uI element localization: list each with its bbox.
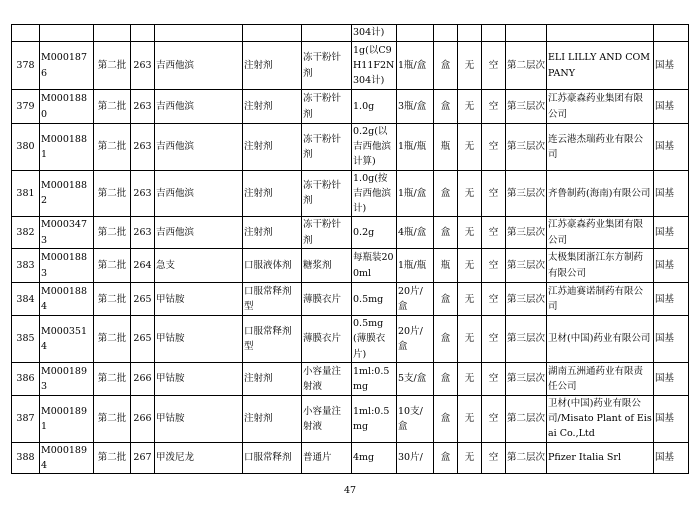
- cell-level: 第三层次: [506, 124, 547, 171]
- cell-group: 266: [131, 395, 155, 442]
- cell-level: 第三层次: [506, 90, 547, 124]
- cell-spec: 0.2g: [352, 217, 397, 249]
- cell-pack: 5支/盒: [397, 362, 434, 395]
- cell-cat: 国基: [654, 362, 689, 395]
- cell-company: Pfizer Italia Srl: [547, 442, 654, 473]
- cell-batch: 第二批: [94, 217, 131, 249]
- table-row: [12, 316, 689, 363]
- cell-cat: 国基: [654, 395, 689, 442]
- cell-level: 第三层次: [506, 316, 547, 363]
- cell-form: 小容量注射液: [302, 395, 352, 442]
- cell-v1: 无: [458, 362, 482, 395]
- cell-name: 甲钴胺: [155, 283, 243, 316]
- cell-form: 小容量注射液: [302, 362, 352, 395]
- cell-cat: 国基: [654, 217, 689, 249]
- cell-empty: [506, 25, 547, 42]
- cell-group: 263: [131, 90, 155, 124]
- cell-unit: 盒: [434, 316, 458, 363]
- cell-empty: [94, 25, 131, 42]
- cell-spec: 1g(以C9H11F2N304计): [352, 42, 397, 90]
- cell-cat: 国基: [654, 90, 689, 124]
- cell-v1: 无: [458, 283, 482, 316]
- cell-spec: 4mg: [352, 442, 397, 473]
- cell-v1: 无: [458, 217, 482, 249]
- cell-code: M0001882: [40, 170, 94, 217]
- cell-company: 太极集团浙江东方制药有限公司: [547, 249, 654, 283]
- cell-level: 第三层次: [506, 170, 547, 217]
- cell-code: M0001893: [40, 362, 94, 395]
- cell-v2: 空: [482, 217, 506, 249]
- cell-group: 267: [131, 442, 155, 473]
- cell-name: 吉西他滨: [155, 170, 243, 217]
- cell-group: 266: [131, 362, 155, 395]
- cell-batch: 第二批: [94, 90, 131, 124]
- cell-name: 急支: [155, 249, 243, 283]
- cell-batch: 第二批: [94, 170, 131, 217]
- cell-company: 湖南五洲通药业有限责任公司: [547, 362, 654, 395]
- cell-empty: [397, 25, 434, 42]
- cell-code: M0001884: [40, 283, 94, 316]
- cell-no: 379: [12, 90, 40, 124]
- cell-group: 263: [131, 217, 155, 249]
- table-row: [12, 442, 689, 473]
- cell-no: 385: [12, 316, 40, 363]
- cell-empty: [243, 25, 302, 42]
- cell-batch: 第二批: [94, 362, 131, 395]
- cell-company: 连云港杰瑞药业有限公司: [547, 124, 654, 171]
- table-row: [12, 283, 689, 316]
- table-body: [12, 25, 689, 474]
- cell-empty: [654, 25, 689, 42]
- cell-empty: [40, 25, 94, 42]
- cell-company: 江苏迪赛诺制药有限公司: [547, 283, 654, 316]
- cell-pack: 1瓶/盒: [397, 170, 434, 217]
- cell-unit: 瓶: [434, 249, 458, 283]
- cell-level: 第二层次: [506, 395, 547, 442]
- cell-empty: [131, 25, 155, 42]
- cell-unit: 盒: [434, 442, 458, 473]
- cell-pack: 10支/盒: [397, 395, 434, 442]
- cell-spec: 1ml:0.5mg: [352, 362, 397, 395]
- table-row: [12, 42, 689, 90]
- cell-no: 384: [12, 283, 40, 316]
- cell-spec: 每瓶装200ml: [352, 249, 397, 283]
- cell-empty: [302, 25, 352, 42]
- cell-form: 冻干粉针剂: [302, 124, 352, 171]
- cell-name: 吉西他滨: [155, 42, 243, 90]
- cell-pack: 30片/: [397, 442, 434, 473]
- cell-no: 382: [12, 217, 40, 249]
- cell-empty: [434, 25, 458, 42]
- page-number: 47: [343, 485, 357, 496]
- cell-batch: 第二批: [94, 124, 131, 171]
- cell-code: M0001881: [40, 124, 94, 171]
- table-row: [12, 170, 689, 217]
- cell-unit: 盒: [434, 90, 458, 124]
- cell-v1: 无: [458, 170, 482, 217]
- cell-v1: 无: [458, 442, 482, 473]
- cell-level: 第二层次: [506, 42, 547, 90]
- cell-level: 第二层次: [506, 442, 547, 473]
- cell-no: 380: [12, 124, 40, 171]
- drug-catalog-table: [11, 24, 689, 474]
- cell-company: 江苏豪森药业集团有限公司: [547, 217, 654, 249]
- cell-pack: 1瓶/盒: [397, 42, 434, 90]
- cell-type: 注射剂: [243, 395, 302, 442]
- cell-cat: 国基: [654, 316, 689, 363]
- cell-unit: 盒: [434, 362, 458, 395]
- cell-company: 江苏豪森药业集团有限公司: [547, 90, 654, 124]
- cell-empty: [155, 25, 243, 42]
- cell-v2: 空: [482, 170, 506, 217]
- cell-form: 薄膜衣片: [302, 316, 352, 363]
- cell-name: 吉西他滨: [155, 90, 243, 124]
- cell-group: 263: [131, 42, 155, 90]
- cell-company: 卫材(中国)药业有限公司: [547, 316, 654, 363]
- cell-v2: 空: [482, 90, 506, 124]
- table-row: [12, 90, 689, 124]
- cell-no: 387: [12, 395, 40, 442]
- cell-batch: 第二批: [94, 395, 131, 442]
- cell-v2: 空: [482, 283, 506, 316]
- cell-spec: 1.0g(按吉西他滨计): [352, 170, 397, 217]
- cell-batch: 第二批: [94, 283, 131, 316]
- cell-form: 冻干粉针剂: [302, 170, 352, 217]
- table-row: [12, 249, 689, 283]
- cell-v2: 空: [482, 42, 506, 90]
- cell-batch: 第二批: [94, 249, 131, 283]
- cell-type: 口服常释剂型: [243, 283, 302, 316]
- cell-v1: 无: [458, 249, 482, 283]
- cell-spec: 1ml:0.5mg: [352, 395, 397, 442]
- cell-cat: 国基: [654, 249, 689, 283]
- cell-code: M0001880: [40, 90, 94, 124]
- cell-type: 口服常释剂: [243, 442, 302, 473]
- cell-spec: 0.5mg: [352, 283, 397, 316]
- cell-type: 注射剂: [243, 217, 302, 249]
- cell-form: 冻干粉针剂: [302, 42, 352, 90]
- cell-code: M0003514: [40, 316, 94, 363]
- cell-name: 甲泼尼龙: [155, 442, 243, 473]
- table-row: [12, 124, 689, 171]
- cell-pack: 3瓶/盒: [397, 90, 434, 124]
- cell-code: M0003473: [40, 217, 94, 249]
- cell-type: 注射剂: [243, 124, 302, 171]
- cell-cat: 国基: [654, 42, 689, 90]
- cell-no: 386: [12, 362, 40, 395]
- cell-type: 注射剂: [243, 170, 302, 217]
- cell-empty: [547, 25, 654, 42]
- cell-v2: 空: [482, 442, 506, 473]
- cell-group: 263: [131, 170, 155, 217]
- cell-batch: 第二批: [94, 316, 131, 363]
- cell-type: 注射剂: [243, 90, 302, 124]
- cell-form: 冻干粉针剂: [302, 90, 352, 124]
- cell-unit: 盒: [434, 42, 458, 90]
- cell-unit: 盒: [434, 283, 458, 316]
- cell-level: 第三层次: [506, 283, 547, 316]
- cell-group: 265: [131, 316, 155, 363]
- table-row: [12, 395, 689, 442]
- cell-pack: 20片/盒: [397, 283, 434, 316]
- cell-v2: 空: [482, 124, 506, 171]
- cell-form: 糖浆剂: [302, 249, 352, 283]
- cell-unit: 盒: [434, 395, 458, 442]
- cell-group: 264: [131, 249, 155, 283]
- cell-no: 383: [12, 249, 40, 283]
- cell-cat: 国基: [654, 124, 689, 171]
- cell-level: 第三层次: [506, 217, 547, 249]
- cell-group: 265: [131, 283, 155, 316]
- cell-v2: 空: [482, 316, 506, 363]
- cell-pack: 1瓶/瓶: [397, 124, 434, 171]
- cell-group: 263: [131, 124, 155, 171]
- table-row-partial: [12, 25, 689, 42]
- cell-type: 口服常释剂型: [243, 316, 302, 363]
- cell-code: M0001891: [40, 395, 94, 442]
- cell-v1: 无: [458, 316, 482, 363]
- cell-type: 口服液体剂: [243, 249, 302, 283]
- cell-pack: 4瓶/盒: [397, 217, 434, 249]
- cell-v2: 空: [482, 362, 506, 395]
- cell-level: 第三层次: [506, 362, 547, 395]
- cell-spec: 304计): [352, 25, 397, 42]
- cell-v2: 空: [482, 249, 506, 283]
- cell-no: 381: [12, 170, 40, 217]
- cell-name: 吉西他滨: [155, 124, 243, 171]
- cell-code: M0001876: [40, 42, 94, 90]
- cell-cat: 国基: [654, 170, 689, 217]
- cell-pack: 20片/盒: [397, 316, 434, 363]
- cell-empty: [458, 25, 482, 42]
- cell-v1: 无: [458, 90, 482, 124]
- cell-spec: 0.2g(以吉西他滨计算): [352, 124, 397, 171]
- cell-no: 388: [12, 442, 40, 473]
- cell-spec: 0.5mg(薄膜衣片): [352, 316, 397, 363]
- cell-type: 注射剂: [243, 42, 302, 90]
- cell-code: M0001883: [40, 249, 94, 283]
- cell-type: 注射剂: [243, 362, 302, 395]
- cell-name: 甲钴胺: [155, 316, 243, 363]
- cell-v1: 无: [458, 124, 482, 171]
- cell-form: 普通片: [302, 442, 352, 473]
- cell-company: 卫材(中国)药业有限公司/Misato Plant of Eisai Co.,Ltd: [547, 395, 654, 442]
- cell-batch: 第二批: [94, 42, 131, 90]
- cell-v1: 无: [458, 395, 482, 442]
- cell-empty: [482, 25, 506, 42]
- cell-unit: 盒: [434, 170, 458, 217]
- cell-form: 薄膜衣片: [302, 283, 352, 316]
- cell-company: ELI LILLY AND COMPANY: [547, 42, 654, 90]
- cell-code: M0001894: [40, 442, 94, 473]
- cell-name: 甲钴胺: [155, 395, 243, 442]
- cell-v1: 无: [458, 42, 482, 90]
- cell-cat: 国基: [654, 283, 689, 316]
- cell-unit: 盒: [434, 217, 458, 249]
- cell-company: 齐鲁制药(海南)有限公司: [547, 170, 654, 217]
- cell-cat: 国基: [654, 442, 689, 473]
- cell-spec: 1.0g: [352, 90, 397, 124]
- cell-no: 378: [12, 42, 40, 90]
- table-row: [12, 217, 689, 249]
- cell-form: 冻干粉针剂: [302, 217, 352, 249]
- cell-empty: [12, 25, 40, 42]
- cell-unit: 瓶: [434, 124, 458, 171]
- cell-pack: 1瓶/瓶: [397, 249, 434, 283]
- cell-name: 吉西他滨: [155, 217, 243, 249]
- cell-v2: 空: [482, 395, 506, 442]
- cell-level: 第三层次: [506, 249, 547, 283]
- cell-batch: 第二批: [94, 442, 131, 473]
- table-row: [12, 362, 689, 395]
- cell-name: 甲钴胺: [155, 362, 243, 395]
